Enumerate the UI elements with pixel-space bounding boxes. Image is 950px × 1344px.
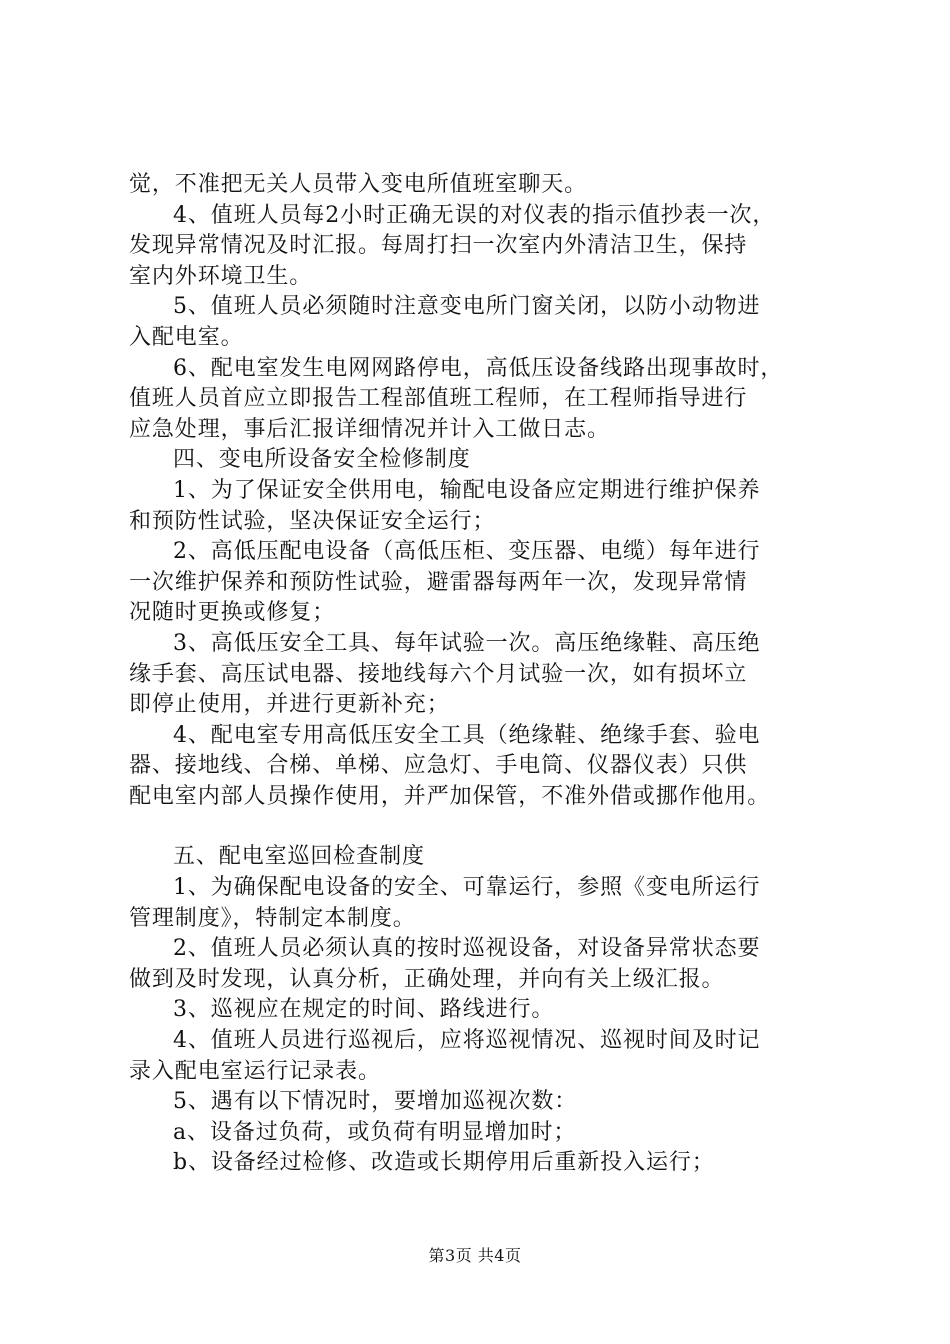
paragraph-line: 做到及时发现，认真分析，正确处理，并向有关上级汇报。	[129, 966, 725, 992]
paragraph-line: 1、为了保证安全供用电，输配电设备应定期进行维护保养	[173, 477, 761, 503]
section-heading: 四、变电所设备安全检修制度	[173, 447, 471, 473]
paragraph-line: 发现异常情况及时汇报。每周打扫一次室内外清洁卫生，保持	[129, 233, 748, 259]
paragraph-line: 3、高低压安全工具、每年试验一次。高压绝缘鞋、高压绝	[173, 630, 761, 656]
paragraph-line: 5、值班人员必须随时注意变电所门窗关闭，以防小动物进	[173, 294, 761, 320]
paragraph-line: 4、值班人员每2小时正确无误的对仪表的指示值抄表一次，	[173, 202, 776, 228]
paragraph-line: 觉，不准把无关人员带入变电所值班室聊天。	[129, 172, 588, 197]
paragraph-line: 况随时更换或修复；	[129, 600, 336, 626]
paragraph-line: 一次维护保养和预防性试验，避雷器每两年一次，发现异常情	[129, 569, 748, 595]
paragraph-line: 3、巡视应在规定的时间、路线进行。	[173, 997, 555, 1023]
paragraph-line: 5、遇有以下情况时，要增加巡视次数：	[173, 1089, 578, 1115]
paragraph-line: 1、为确保配电设备的安全、可靠运行，参照《变电所运行	[173, 875, 761, 901]
paragraph-line: 室内外环境卫生。	[129, 263, 313, 289]
paragraph-line: a、设备过负荷，或负荷有明显增加时；	[173, 1119, 577, 1145]
paragraph-line: 4、值班人员进行巡视后，应将巡视情况、巡视时间及时记	[173, 1028, 761, 1054]
section-heading: 五、配电室巡回检查制度	[173, 844, 425, 870]
paragraph-line: 值班人员首应立即报告工程部值班工程师，在工程师指导进行	[129, 386, 748, 412]
paragraph-line: 4、配电室专用高低压安全工具（绝缘鞋、绝缘手套、验电	[173, 722, 761, 748]
paragraph-line: 器、接地线、合梯、单梯、应急灯、手电筒、仪器仪表）只供	[129, 753, 748, 779]
page-number-footer: 第3页 共4页	[428, 1246, 522, 1265]
paragraph-line: 配电室内部人员操作使用，并严加保管，不准外借或挪作他用。	[129, 783, 771, 809]
paragraph-line: 6、配电室发生电网网路停电，高低压设备线路出现事故时，	[173, 355, 784, 381]
paragraph-line: 即停止使用，并进行更新补充；	[129, 692, 450, 718]
paragraph-line: 和预防性试验，坚决保证安全运行；	[129, 508, 496, 534]
paragraph-line: 应急处理，事后汇报详细情况并计入工做日志。	[129, 416, 610, 442]
paragraph-line: 录入配电室运行记录表。	[129, 1058, 381, 1084]
paragraph-line: 管理制度》，特制定本制度。	[129, 905, 416, 931]
paragraph-line: 2、高低压配电设备（高低压柜、变压器、电缆）每年进行	[173, 539, 761, 565]
paragraph-line: 2、值班人员必须认真的按时巡视设备，对设备异常状态要	[173, 936, 761, 962]
paragraph-gap	[129, 812, 841, 842]
paragraph-line: 缘手套、高压试电器、接地线每六个月试验一次，如有损坏立	[129, 661, 748, 687]
paragraph-line: b、设备经过检修、改造或长期停用后重新投入运行；	[173, 1150, 715, 1176]
document-body	[129, 170, 841, 1179]
paragraph-line: 入配电室。	[129, 324, 244, 350]
